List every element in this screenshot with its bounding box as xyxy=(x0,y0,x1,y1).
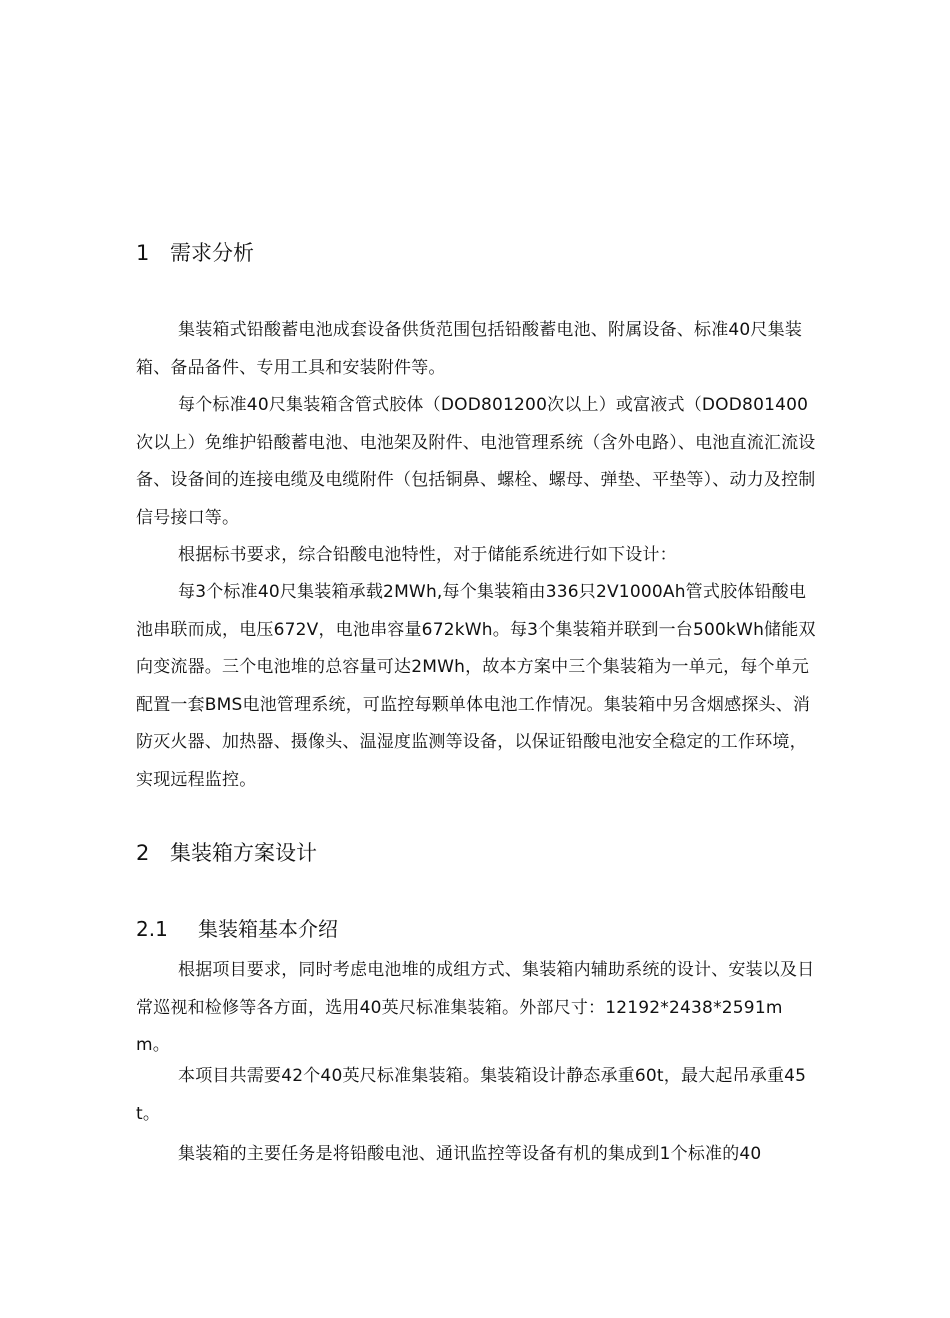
section-2-heading xyxy=(136,838,317,868)
section-2-1-title: 集装箱基本介绍 xyxy=(198,917,338,941)
paragraph-container-task: 集装箱的主要任务是将铅酸电池、通讯监控等设备有机的集成到1个标准的40 xyxy=(178,1144,762,1164)
paragraph-container-contents: 每个标准40尺集装箱含管式胶体（DOD801200次以上）或富液式（DOD801400次以上）免维护铅酸蓄电池、电池架及附件、电池管理系统（含外电路）、电池直流汇流设备、设备间的连接电缆及电缆附件（包括铜鼻、螺栓、螺母、弹垫、平垫等）、动力及控制信号接口等。 xyxy=(136,395,816,528)
section-1-title: 需求分析 xyxy=(170,241,254,265)
section-1-heading xyxy=(136,238,254,268)
paragraph-container-selection: 根据项目要求，同时考虑电池堆的成组方式、集装箱内辅助系统的设计、安装以及日常巡视和检修等各方面，选用40英尺标准集装箱。外部尺寸：12192*2438*2591mm。 xyxy=(136,960,815,1055)
section-2-number: 2 xyxy=(136,841,150,865)
paragraph-design-intro: 根据标书要求，综合铅酸电池特性，对于储能系统进行如下设计： xyxy=(178,545,677,565)
section-2-1-number: 2.1 xyxy=(136,917,168,941)
paragraph-scope: 集装箱式铅酸蓄电池成套设备供货范围包括铅酸蓄电池、附属设备、标准40尺集装箱、备品备件、专用工具和安装附件等。 xyxy=(136,320,803,378)
section-2-1-heading xyxy=(136,914,338,944)
section-1-number: 1 xyxy=(136,241,150,265)
paragraph-system-design: 每3个标准40尺集装箱承载2MWh,每个集装箱由336只2V1000Ah管式胶体铅酸电池串联而成，电压672V，电池串容量672kWh。每3个集装箱并联到一台500kWh储能双向变流器。三个电池堆的总容量可达2MWh，故本方案中三个集装箱为一单元，每个单元配置一套BMS电池管理系统，可监控每颗单体电池工作情况。集装箱中另含烟感探头、消防灭火器、加热器、摄像头、温湿度监测等设备，以保证铅酸电池安全稳定的工作环境，实现远程监控。 xyxy=(136,582,816,790)
section-2-title: 集装箱方案设计 xyxy=(170,841,317,865)
paragraph-container-quantity: 本项目共需要42个40英尺标准集装箱。集装箱设计静态承重60t，最大起吊承重45t。 xyxy=(136,1066,807,1124)
